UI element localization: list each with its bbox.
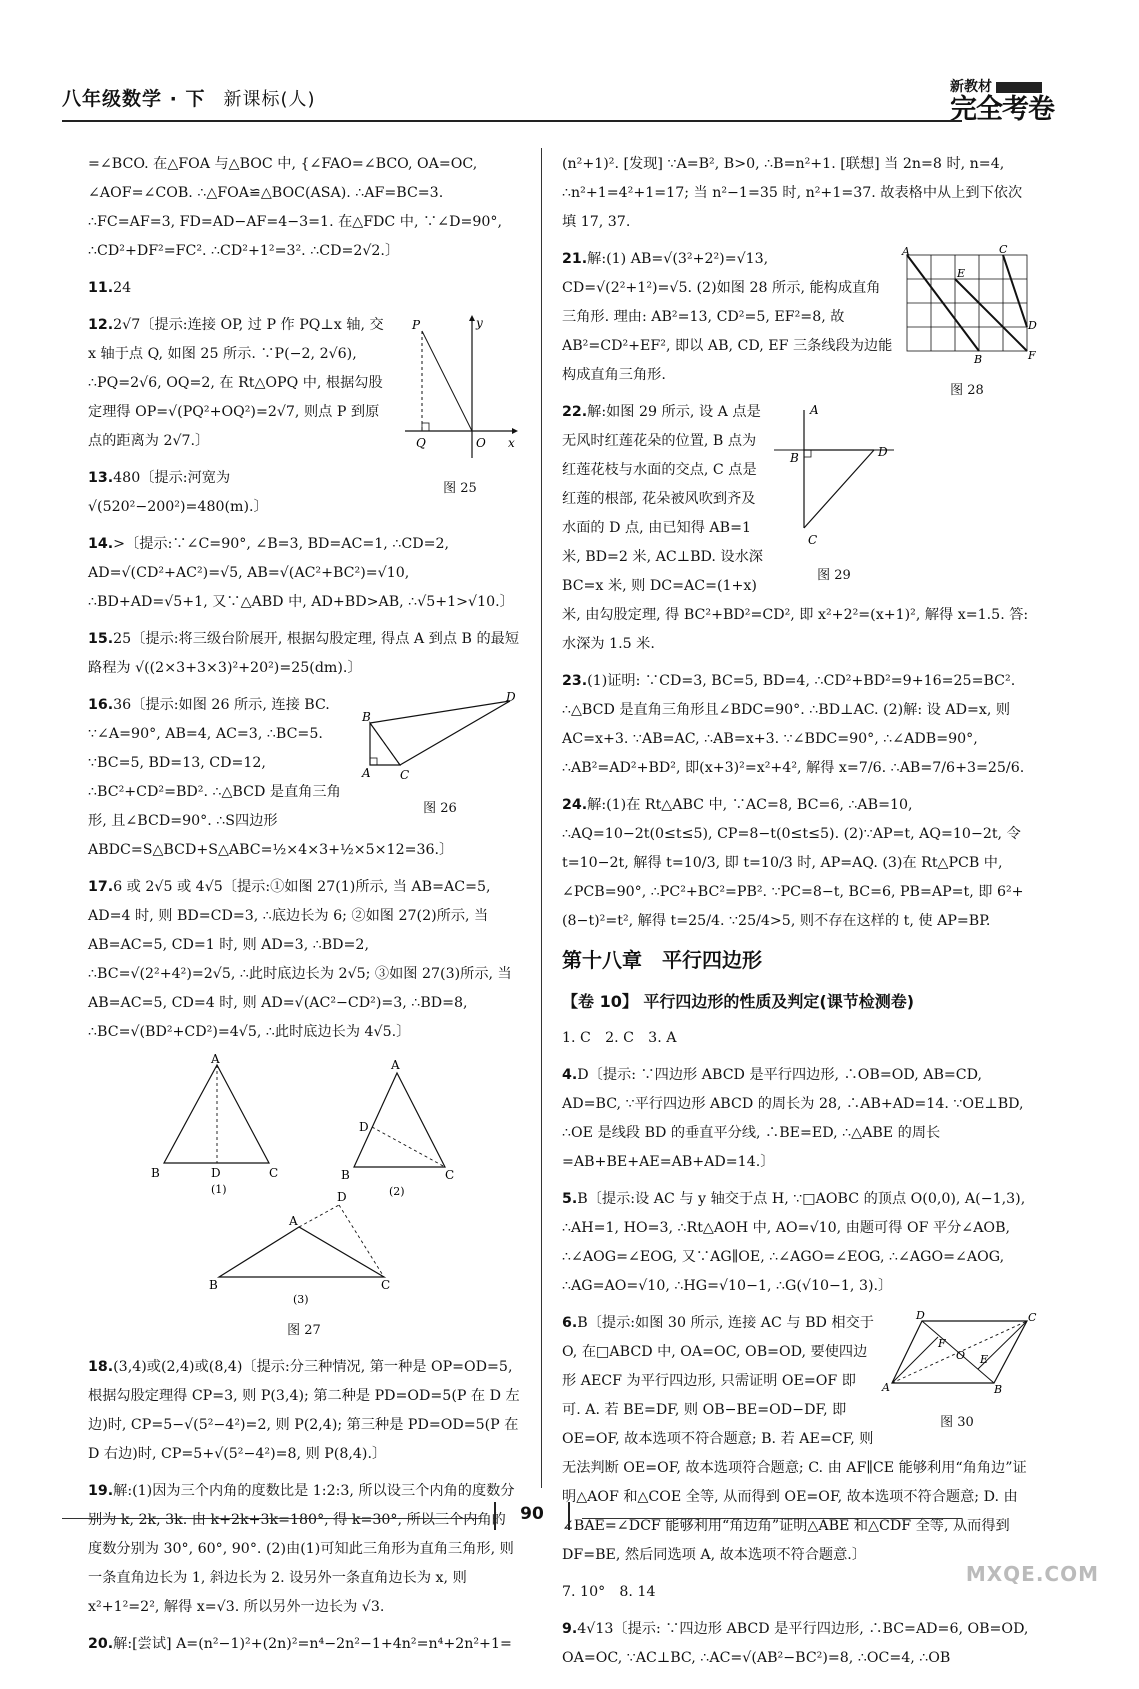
svg-text:P: P bbox=[412, 318, 421, 332]
answers-7-8: 7. 10° 8. 14 bbox=[562, 1584, 656, 1600]
svg-text:A: A bbox=[882, 1381, 890, 1394]
figure-27-3-label: (3) bbox=[293, 1293, 309, 1306]
continued-answer-20: (n²+1)². [发现] ∵A=B², B>0, ∴B=n²+1. [联想] 当 2n=8 时, n=4, ∴n²+1=4²+1=17; 当 n²−1=35 时, n²+1=37. 故表格中从上到下依次填 17, 37. bbox=[562, 156, 1023, 230]
answer-22: A B D C 图 29 22.解:如图 29 所示, 设 A 点是无风时红莲花朵的位置, B 点为红莲花枝与水面的交点, C 点是红莲的根部, 花朵被风吹到齐及水面的 D 点, 由已知得 AB=1 米, BD=2 米, AC⊥BD. 设水深 BC=x 米, 则 DC=AC=(1+x)米, 由勾股定理, 得 BC²+BD²=CD², 即 x²+2²=(x+1)², 解得 x=1.5. 答: 水深为 1.5 米. bbox=[562, 398, 1032, 659]
svg-text:A: A bbox=[902, 245, 910, 258]
answer-19: 19.解:(1)因为三个内角的度数比是 1:2:3, 所以设三个内角的度数分别为 k, 2k, 3k. 由 k+2k+3k=180°, 得 k=30°, 所以三个内角的度数分别为 30°, 60°, 90°. (2)由(1)可知此三角形为直角三角形, 则一条直角边长为 1, 斜边长为 2. 设另外一条直角边长为 x, 则 x²+1²=2², 解得 x=√3. 所以另外一边长为 √3. bbox=[88, 1483, 515, 1615]
svg-text:B: B bbox=[974, 353, 983, 366]
svg-text:C: C bbox=[400, 768, 410, 782]
svg-text:C: C bbox=[381, 1278, 391, 1292]
svg-text:A: A bbox=[211, 1052, 220, 1066]
answer-24: 24.解:(1)在 Rt△ABC 中, ∵AC=8, BC=6, ∴AB=10, ∴AQ=10−2t(0≤t≤5), CP=8−t(0≤t≤5). (2)∵AP=t, AQ=10−2t, 令 t=10−2t, 解得 t=10/3, 即 t=10/3 时, AP=AQ. (3)在 Rt△PCB 中, ∠PCB=90°, ∴PC²+BC²=PB². ∵PC=8−t, BC=6, PB=AP=t, 即 6²+(8−t)²=t², 解得 t=25/4. ∵25/4>5, 则不存在这样的 t, 使 AP=BP. bbox=[562, 797, 1024, 929]
brand-big-text: 完全考卷 bbox=[950, 94, 1054, 125]
svg-text:C: C bbox=[269, 1166, 279, 1180]
figure-27-1-label: (1) bbox=[211, 1183, 227, 1196]
answer-17: 17.6 或 2√5 或 4√5〔提示:①如图 27(1)所示, 当 AB=AC=5, AD=4 时, 则 BD=CD=3, ∴底边长为 6; ②如图 27(2)所示, 当 AB=AC=5, CD=1 时, 则 AD=3, ∴BD=2, ∴BC=√(2²+4²)=2√5, ∴此时底边长为 2√5; ③如图 27(3)所示, 当 AB=AC=5, CD=4 时, 则 AD=√(AC²−CD²)=3, ∴BD=8, ∴BC=√(BD²+CD²)=4√5, ∴此时底边长为 4√5.〕 bbox=[88, 879, 512, 1040]
svg-text:Q: Q bbox=[416, 436, 426, 450]
figure-30-diagram bbox=[882, 1309, 1037, 1397]
svg-text:B: B bbox=[209, 1278, 218, 1292]
svg-text:A: A bbox=[391, 1058, 400, 1072]
figure-27-diagram bbox=[139, 1052, 469, 1306]
brand-logo bbox=[950, 76, 1054, 124]
svg-text:y: y bbox=[476, 316, 483, 330]
figure-29-caption: 图 29 bbox=[817, 568, 851, 583]
answer-9: 9.4√13〔提示: ∵四边形 ABCD 是平行四边形, ∴BC=AD=6, OB=OD, OA=OC, ∵AC⊥BC, ∴AC=√(AB²−BC²)=8, ∴OC=4, ∴OB bbox=[562, 1621, 1029, 1666]
footer-tick-right bbox=[568, 1502, 570, 1530]
svg-text:x: x bbox=[508, 436, 515, 450]
right-column bbox=[562, 150, 1037, 1681]
figure-25-diagram bbox=[400, 313, 520, 463]
answer-12: P y Q O x 图 25 12.2√7〔提示:连接 OP, 过 P 作 PQ⊥x 轴, 交 x 轴于点 Q, 如图 25 所示. ∵P(−2, 2√6), ∴PQ=2√6, OQ=2, 在 Rt△OPQ 中, 根据勾股定理得 OP=√(PQ²+OQ²)=2√7, 则点 P 到原点的距离为 2√7.〕 bbox=[88, 311, 520, 456]
svg-text:B: B bbox=[151, 1166, 160, 1180]
svg-text:F: F bbox=[1028, 349, 1036, 362]
answers-1-3: 1. C 2. C 3. A bbox=[562, 1030, 677, 1046]
figure-26-caption: 图 26 bbox=[423, 801, 457, 816]
figure-28-diagram bbox=[902, 243, 1037, 366]
answer-6: D C F O E A B 图 30 6.B〔提示:如图 30 所示, 连接 AC 与 BD 相交于 O, 在□ABCD 中, OA=OC, OB=OD, 要使四边形 AECF 为平行四边形, 只需证明 OE=OF 即可. A. 若 BE=DF, 则 OB−BE=OD−DF, 即 OE=OF, 故本选项不符合题意; B. 若 AE=CF, 则无法判断 OE=OF, 故本选项符合题意; C. 由 AF∥CE 能够利用“角角边”证明△AOF 和△COE 全等, 从而得到 OE=OF, 故本选项不符合题意; D. 由∠BAE=∠DCF 能够利用“角边角”证明△ABE 和△CDF 全等, 从而得到 DF=BE, 然后同选项 A, 故本选项不符合题意.〕 bbox=[562, 1309, 1037, 1563]
svg-text:D: D bbox=[506, 690, 516, 704]
answer-15: 15.25〔提示:将三级台阶展开, 根据勾股定理, 得点 A 到点 B 的最短路程为 √((2×3+3×3)²+20²)=25(dm).〕 bbox=[88, 631, 520, 676]
section-title: 【卷 10】 平行四边形的性质及判定(课节检测卷) bbox=[562, 992, 915, 1011]
figure-28-caption: 图 28 bbox=[950, 383, 984, 398]
page-number: 90 bbox=[520, 1504, 544, 1524]
answer-4: 4.D〔提示: ∵四边形 ABCD 是平行四边形, ∴OB=OD, AB=CD, AD=BC, ∵平行四边形 ABCD 的周长为 28, ∴AB+AD=14. ∵OE⊥BD, ∴OE 是线段 BD 的垂直平分线, ∴BE=ED, ∴△ABE 的周长=AB+BE+AE=AB+AD=14.〕 bbox=[562, 1067, 1024, 1170]
svg-text:D: D bbox=[359, 1120, 369, 1134]
figure-25-caption: 图 25 bbox=[443, 481, 477, 496]
chapter-title: 第十八章 平行四边形 bbox=[562, 948, 762, 972]
figure-26 bbox=[360, 690, 520, 823]
footer-rule-left bbox=[62, 1518, 482, 1519]
svg-text:C: C bbox=[445, 1168, 455, 1182]
book-subtitle: 新课标(人) bbox=[223, 89, 316, 110]
svg-text:B: B bbox=[790, 451, 799, 465]
page-footer bbox=[62, 1500, 1022, 1540]
svg-text:F: F bbox=[938, 1337, 946, 1350]
brand-bar bbox=[996, 82, 1042, 93]
book-title: 八年级数学 · 下 新课标(人) bbox=[62, 88, 316, 110]
svg-text:D: D bbox=[337, 1190, 347, 1204]
svg-text:O: O bbox=[956, 1349, 966, 1362]
svg-text:A: A bbox=[362, 766, 371, 780]
svg-text:D: D bbox=[211, 1166, 221, 1180]
figure-30 bbox=[882, 1309, 1037, 1437]
answer-14: 14.>〔提示:∵∠C=90°, ∠B=3, BD=AC=1, ∴CD=2, AD=√(CD²+AC²)=√5, AB=√(AC²+BC²)=√10, ∴BD+AD=√5+1, 又∵△ABD 中, AD+BD>AB, ∴√5+1>√10.〕 bbox=[88, 536, 514, 610]
answer-20: 20.解:[尝试] A=(n²−1)²+(2n)²=n⁴−2n²−1+4n²=n⁴+2n²+1= bbox=[88, 1636, 512, 1652]
figure-27-caption: 图 27 bbox=[287, 1323, 321, 1338]
answer-23: 23.(1)证明: ∵CD=3, BC=5, BD=4, ∴CD²+BD²=9+16=25=BC². ∴△BCD 是直角三角形且∠BDC=90°. ∴BD⊥AC. (2)解: 设 AD=x, 则 AC=x+3. ∵AB=AC, ∴AB=x+3. ∵∠BDC=90°, ∴∠ADB=90°, ∴AB²=AD²+BD², 即(x+3)²=x²+4², 解得 x=7/6. ∴AB=7/6+3=25/6. bbox=[562, 673, 1025, 776]
brand-small-text: 新教材 bbox=[950, 79, 992, 95]
svg-text:D: D bbox=[878, 445, 888, 459]
figure-29 bbox=[774, 400, 894, 590]
answer-16: B A C D 图 26 16.36〔提示:如图 26 所示, 连接 BC. ∵∠A=90°, AB=4, AC=3, ∴BC=5. ∵BC=5, BD=13, CD=12, ∴BC²+CD²=BD². ∴△BCD 是直角三角形, 且∠BCD=90°. ∴S四边形ABDC=S△BCD+S△ABC=½×4×3+½×5×12=36.〕 bbox=[88, 691, 520, 865]
answer-13: 13.480〔提示:河宽为 √(520²−200²)=480(m).〕 bbox=[88, 470, 268, 515]
svg-text:B: B bbox=[362, 710, 371, 724]
column-divider bbox=[541, 148, 542, 1488]
svg-text:C: C bbox=[1028, 1311, 1037, 1324]
svg-text:B: B bbox=[994, 1383, 1003, 1396]
answer-11: 11.24 bbox=[88, 280, 132, 296]
figure-26-diagram bbox=[360, 690, 520, 783]
header-rule bbox=[62, 120, 962, 122]
svg-text:D: D bbox=[1028, 319, 1037, 332]
figure-27-2-label: (2) bbox=[389, 1185, 405, 1198]
svg-text:A: A bbox=[289, 1214, 298, 1228]
figure-30-caption: 图 30 bbox=[940, 1415, 974, 1430]
svg-text:C: C bbox=[808, 533, 818, 547]
svg-text:O: O bbox=[476, 436, 486, 450]
svg-text:E: E bbox=[957, 267, 966, 280]
svg-text:A: A bbox=[810, 403, 819, 417]
footer-tick-left bbox=[494, 1502, 496, 1530]
figure-29-diagram bbox=[774, 400, 894, 550]
footer-rule-right bbox=[582, 1518, 962, 1519]
svg-text:C: C bbox=[999, 243, 1008, 256]
page-header bbox=[62, 78, 1072, 134]
answer-5: 5.B〔提示:设 AC 与 y 轴交于点 H, ∵□AOBC 的顶点 O(0,0), A(−1,3), ∴AH=1, HO=3, ∴Rt△AOH 中, AO=√10, 由题可得 OF 平分∠AOB, ∴∠AOG=∠EOG, 又∵AG∥OE, ∴∠AGO=∠EOG, ∴∠AGO=∠AOG, ∴AG=AO=√10, ∴HG=√10−1, ∴G(√10−1, 3).〕 bbox=[562, 1191, 1026, 1294]
figure-28 bbox=[902, 243, 1037, 405]
continued-answer: =∠BCO. 在△FOA 与△BOC 中, {∠FAO=∠BCO, OA=OC, ∠AOF=∠COB. ∴△FOA≌△BOC(ASA). ∴AF=BC=3. ∴FC=AF=3, FD=AD−AF=4−3=1. 在△FDC 中, ∵∠D=90°, ∴CD²+DF²=FC². ∴CD²+1²=3². ∴CD=2√2.〕 bbox=[88, 156, 502, 259]
answer-21: A C E D B F 图 28 21.解:(1) AB=√(3²+2²)=√13, CD=√(2²+1²)=√5. (2)如图 28 所示, 能构成直角三角形. 理由: AB²=13, CD²=5, EF²=8, 故 AB²=CD²+EF², 即以 AB, CD, EF 三条线段为边能构成直角三角形. bbox=[562, 245, 1032, 390]
svg-text:E: E bbox=[980, 1353, 989, 1366]
svg-text:B: B bbox=[341, 1168, 350, 1182]
watermark: MXQE.COM bbox=[965, 1562, 1099, 1586]
figure-27 bbox=[88, 1052, 520, 1345]
figure-25 bbox=[400, 313, 520, 503]
left-column bbox=[88, 150, 520, 1667]
svg-text:D: D bbox=[916, 1309, 925, 1322]
answer-18: 18.(3,4)或(2,4)或(8,4)〔提示:分三种情况, 第一种是 OP=OD=5, 根据勾股定理得 CP=3, 则 P(3,4); 第二种是 PD=OD=5(P 在 D 左边)时, CP=5−√(5²−4²)=2, 则 P(2,4); 第三种是 PD=OD=5(P 在 D 右边)时, CP=5+√(5²−4²)=8, 则 P(8,4).〕 bbox=[88, 1359, 520, 1462]
